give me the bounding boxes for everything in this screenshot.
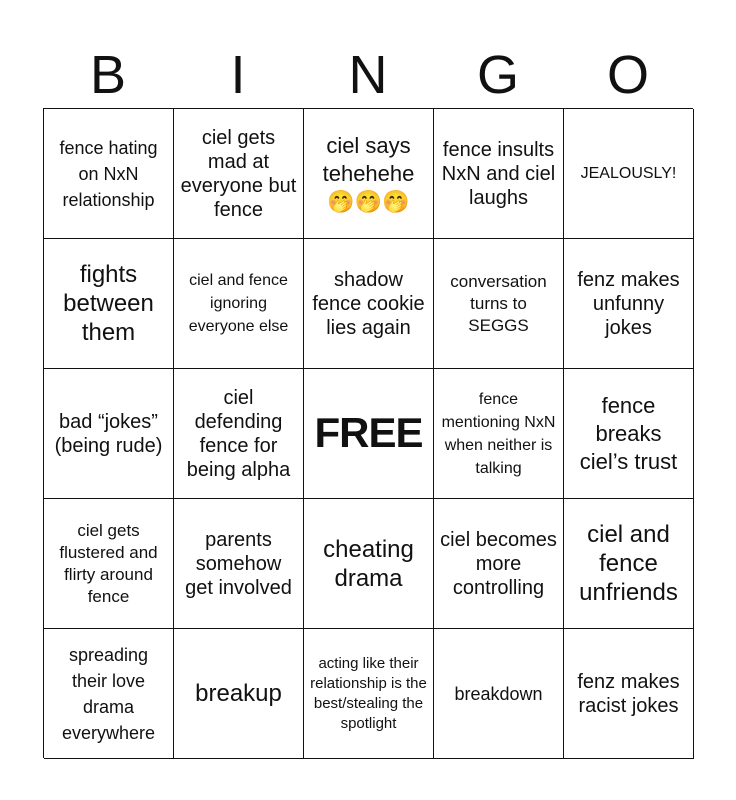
bingo-cell[interactable]	[44, 499, 174, 629]
cell-text: fights between them	[63, 261, 154, 346]
cell-text: ciel and fence ignoring everyone else	[188, 272, 289, 335]
cell-text: bad “jokes” (being rude)	[54, 410, 163, 457]
cell-text: ciel gets mad at everyone but fence	[180, 126, 297, 221]
bingo-cell[interactable]	[564, 369, 694, 499]
cell-text: fenz makes unfunny jokes	[577, 268, 680, 339]
bingo-cell[interactable]	[434, 109, 564, 239]
bingo-cell[interactable]	[44, 629, 174, 759]
bingo-cell[interactable]	[564, 629, 694, 759]
cell-text: fence insults NxN and ciel laughs	[441, 138, 556, 209]
bingo-cell[interactable]	[304, 109, 434, 239]
cell-text: ciel becomes more controlling	[440, 528, 557, 599]
header-letter-b: B	[89, 45, 127, 105]
cell-text: conversation turns to SEGGS	[450, 271, 547, 335]
bingo-cell[interactable]	[304, 499, 434, 629]
header-letter-o: O	[606, 45, 649, 105]
cell-text: JEALOUSLY!	[580, 165, 677, 182]
cell-text: fence breaks ciel’s trust	[579, 392, 678, 474]
bingo-cell[interactable]	[304, 629, 434, 759]
cell-text: acting like their relationship is the best/stealing the spotlight	[310, 654, 427, 732]
header-letter-g: G	[476, 45, 519, 105]
bingo-cell[interactable]	[564, 499, 694, 629]
cell-text: parents somehow get involved	[185, 528, 292, 599]
bingo-cell[interactable]	[434, 369, 564, 499]
cell-text: cheating drama	[323, 535, 414, 592]
header-letter-i: I	[230, 45, 246, 105]
free-space[interactable]	[304, 369, 434, 499]
bingo-cell[interactable]	[564, 239, 694, 369]
cell-text: breakup	[195, 680, 282, 707]
bingo-header	[43, 42, 693, 108]
bingo-cell[interactable]	[174, 499, 304, 629]
cell-text: fence mentioning NxN when neither is talking	[441, 390, 556, 477]
cell-text: ciel says tehehehe 🤭🤭🤭	[322, 132, 415, 214]
cell-text: fenz makes racist jokes	[577, 670, 680, 717]
cell-text: ciel gets flustered and flirty around fence	[59, 520, 158, 606]
bingo-cell[interactable]	[44, 239, 174, 369]
cell-text: shadow fence cookie lies again	[312, 268, 425, 339]
bingo-cell[interactable]	[174, 109, 304, 239]
bingo-cell[interactable]	[434, 499, 564, 629]
bingo-cell[interactable]	[174, 369, 304, 499]
bingo-board	[43, 108, 693, 758]
cell-text: spreading their love drama everywhere	[61, 644, 156, 743]
free-text: FREE	[314, 409, 423, 457]
bingo-cell[interactable]	[564, 109, 694, 239]
bingo-cell[interactable]	[174, 239, 304, 369]
cell-text: fence hating on NxN relationship	[59, 137, 158, 210]
bingo-cell[interactable]	[174, 629, 304, 759]
header-letter-n: N	[348, 45, 388, 105]
bingo-cell[interactable]	[44, 109, 174, 239]
cell-text: breakdown	[454, 683, 543, 704]
bingo-cell[interactable]	[44, 369, 174, 499]
cell-text: ciel defending fence for being alpha	[186, 386, 291, 481]
bingo-cell[interactable]	[434, 629, 564, 759]
cell-text: ciel and fence unfriends	[579, 521, 678, 606]
bingo-cell[interactable]	[434, 239, 564, 369]
bingo-cell[interactable]	[304, 239, 434, 369]
